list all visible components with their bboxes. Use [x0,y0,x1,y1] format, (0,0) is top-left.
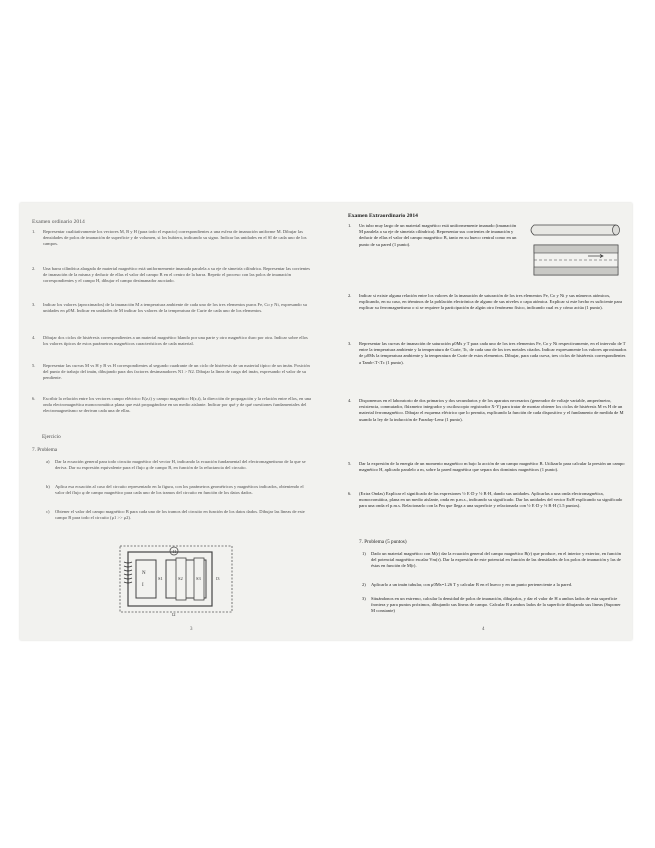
left-page: Examen ordinario 2014 1. Representar cualitativamente los vectores M, B y H (para todo el espacio) correspondientes a una esfera de imanación uniforme M. Dibujar las densidades de polos de imanación de superficie y de volumen, si los hubiera, indicando su signo. Indicar las unidades en el SI de cada uno de los campos. 2. Una barra cilíndrica alargada de material magnético está uniformemente imanada paralela a su eje de simetría cilíndrica. Representar las corrientes de imanación de la misma y deducir de ellas el valor del campo B en el centro de la barra. Repetir el proceso con las polos de imanación correspondientes y el campo H, dibujar el campo desimanador asociado. 3. Indicar los valores (aproximados) de la imanación M a temperatura ambiente de cada uno de los tres elementos puros Fe, Co y Ni, expresando su unidades en μ0M. Indicar en unidades de M indicar los valores de la temperatura de Curie de cada uno de los elementos. 4. Dibujar dos ciclos de histéresis correspondientes a un material magnético blando por una parte y otro magnético duro por otra. Indicar sobre ellos los valores típicos de estos parámetros magnéticos característicos de cada material. 5. Representar las curvas M vs H y B vs H correspondientes al segundo cuadrante de un ciclo de histéresis de un material típico de un imán. Posición del punto de trabajo del imán, dibujando para dos factores desimanadores N1 > N2. Dibujar la línea de carga del imán, expresando el valor de su pendiente. 6. Escribir la relación entre los vectores campo eléctrico E(z,t) y campo magnético H(z,t), la dirección de propagación y la relación entre ellos, en una onda electromagnética monocromática plana que está propagándose en un medio aislante. Indicar por qué y de qué cuestiones fundamentales del electromagnetismo se derivan cada una de ellas. Ejercicio 7. Problema a) Dar la ecuación general para todo circuito magnético del vector H, indicando la ecuación fundamental del electromagnetismo de la que se deriva. Dar su expresión equivalente para el flujo φ de campo B, en función de la reluctancia del circuito. b) Aplica esa ecuación al caso del circuito representado en la figura, con los parámetros geométricos y magnéticos indicados, obteniendo el valor del flujo φ de campo magnético para cada uno de los tramos del circuito en función de los datos dados. c) Obtener el valor del campo magnético B para cada uno de los tramos del circuito en función de los datos dados. Dibujar las líneas de este campo B para todo el circuito (μ1 >> μ2). l1 N I S1 S2 S3 l3 l2 3 [32,219,312,632]
section-ejercicio: Ejercicio [42,434,61,440]
right-page-number: 4 [482,627,485,632]
left-exam-title: Examen ordinario 2014 [32,219,85,225]
figure-label-l1: l1 [173,549,177,554]
figure-label-i: I [142,583,144,588]
magnetized-tube-figure [528,221,626,281]
left-problem-heading: 7. Problema [32,447,58,453]
right-page: Examen Extraordinario 2014 1. Un tubo muy largo de un material magnético está uniformemente imanado (imanación M paralela a su eje de simetría cilíndrica). Representar sus corrientes de imanación y deducir de ellas el valor del campo magnético B, tanto en su hueco central como en un punto de su pared (1 punto). 2. Indicar si existe alguna relación entre los valores de la imanación de saturación de los tres elementos Fe, Co y Ni y sus números atómicos, explicando, en su caso, en términos de la población electrónica de alguno de sus niveles o capa atómica. Explicar si este hecho es suficiente para explicar su ferromagnetismo o si se requiere la participación de algún otro fenómeno físico, indicando cual es y cómo actúa (1 punto). 3. Representar las curvas de imanación de saturación μ0Ms y T para cada uno de los tres elementos Fe, Co y Ni respectivamente, en el intervalo de T entre la temperatura ambiente y la temperatura de Curie, Tc, de cada uno de los tres metales citados. Indicar expresamente los valores aproximados de μ0Ms la temperatura ambiente y la temperatura de Curie de estos elementos. Dibujar, para cada curva, tres ciclos de histéresis correspondientes a Tamb<T<Tc (1 punto). 4. Disponemos en el laboratorio de dos primarios y dos secundarios y de los aparatos necesarios (generador de voltaje variable, amperímetro, resistencia, conmutador, flúxmetro integrador y osciloscopio registrador X-Y) para tratar de montar obtener los ciclos de histéresis M vs H de un material ferromagnético. Dibujar el esquema eléctrico que lo permita, explicando la función de cada dispositivo y el fundamento de medida de M usando la ley de la inducción de Faraday-Lenz (1 punto). 5. Dar la expresión de la energía de un momento magnético m bajo la acción de un campo magnético B. Utilizarlo para calcular la presión un campo magnético H, aplicado paralelo a m, sobre la pared magnética que separa dos dominios magnéticos (1 punto). 6. (Extra Ondas) Explicar el significado de las expresiones ½ E·D y ½ B·H, dando sus unidades. Aplicarlas a una onda electromagnética, monocromática, plana en un medio aislante, onda en p.m.s., indicando su significado. Dar las unidades del vector ExH explicando su significado para una onda el p.m.s. Relacionarlo con la Pm que llega a una superficie y relacionarla con ½ E·D y ½ B·H (1.5 puntos). 7. Problema (5 puntos) 1) Dado un material magnético con M(r) dar la ecuación general del campo magnético B(r) que produce, en el interior y exterior, en función del potencial magnético escalar Vm(r). Dar la expresión de este potencial en función de las densidades de los polos de imanación y las de éstas en función de M(r). 2) Aplicarlo a un imán tubular, con μ0Ms=1.26 T y calcular B en el hueco y en un punto perteneciente a la pared. 3) Situándonos en un extremo, calcular la densidad de polos de imanación, dibujarlos, y dar el valor de H a ambos lados de esta superficie frontera y para puntos próximos, dibujando sus líneas de campo. Calcular B a ambos lados de la superficie dibujando sus líneas (Suponer M constante) 4 [348,213,627,632]
figure-label-n: N [142,571,146,576]
figure-label-l3: l3 [216,576,220,581]
right-exam-title: Examen Extraordinario 2014 [348,213,418,219]
left-page-number: 3 [190,627,193,632]
figure-label-s2: S2 [178,576,183,581]
scanned-sheet [20,203,632,640]
figure-label-l2: l2 [172,612,176,617]
magnetic-circuit-figure [116,540,236,618]
figure-label-s1: S1 [158,576,163,581]
right-problem-heading: 7. Problema (5 puntos) [359,539,407,545]
figure-label-s3: S3 [196,576,201,581]
